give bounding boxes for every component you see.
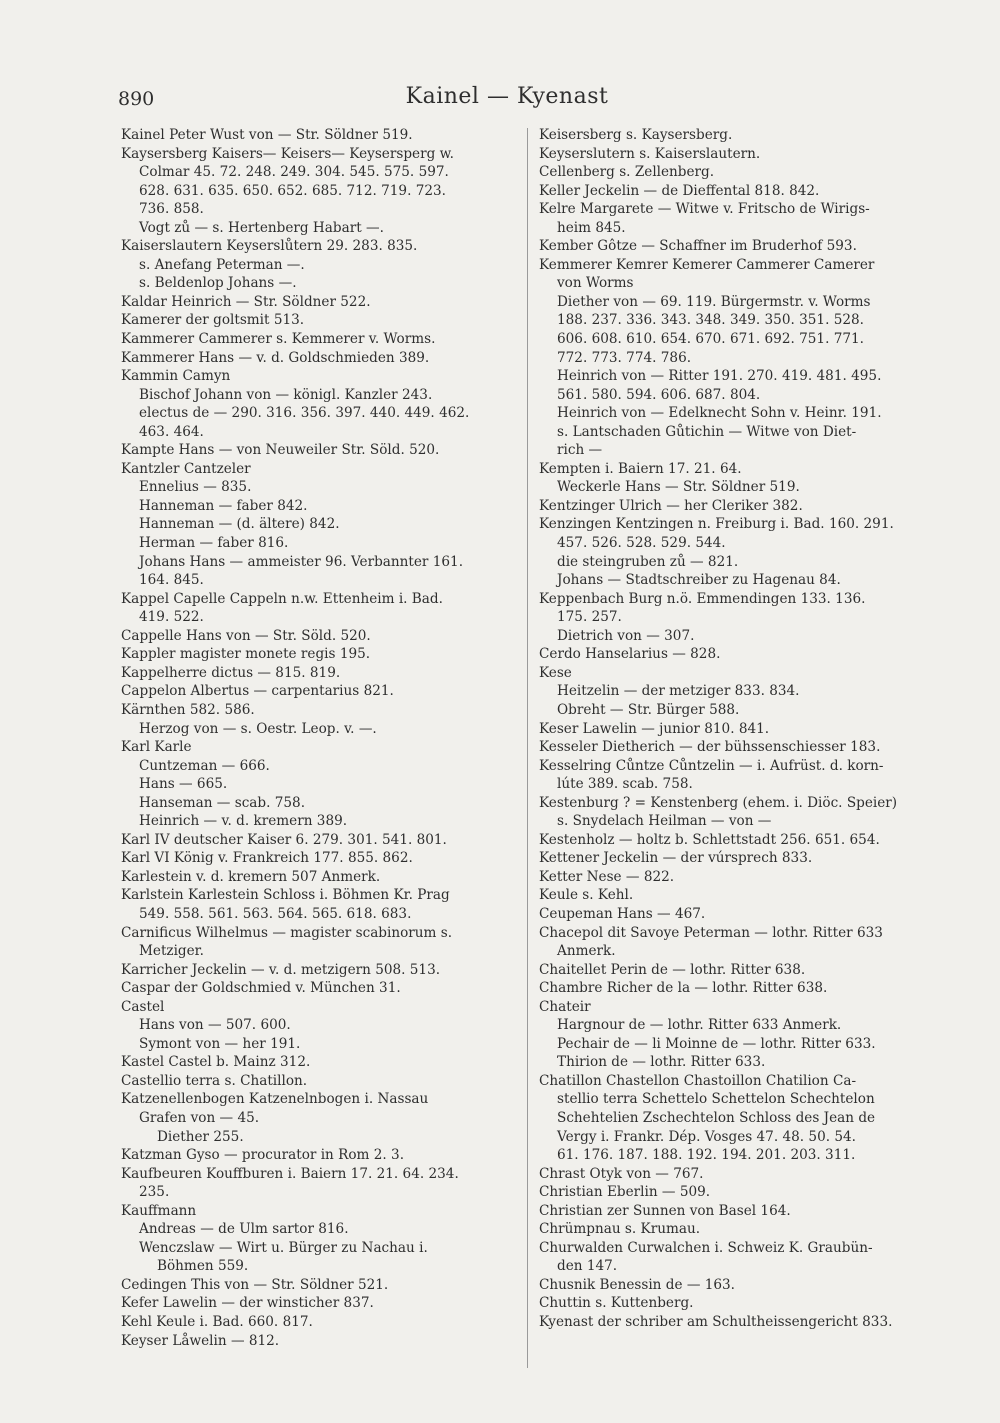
index-entry-line: Pechair de — li Moinne de — lothr. Ritter 633. bbox=[557, 1035, 876, 1052]
index-entry-line: rich — bbox=[557, 442, 603, 459]
index-entry-line: s. Anefang Peterman —. bbox=[139, 256, 305, 273]
index-entry-line: Castellio terra s. Chatillon. bbox=[121, 1072, 308, 1089]
column-divider bbox=[527, 128, 528, 1368]
index-entry-line: den 147. bbox=[557, 1258, 618, 1275]
right-column bbox=[539, 126, 931, 1332]
index-entry-line: Schehtelien Zschechtelon Schloss des Jean de bbox=[557, 1109, 876, 1126]
index-entry-line: Heitzelin — der metziger 833. 834. bbox=[557, 683, 800, 700]
index-entry-line: Kammerer Cammerer s. Kemmerer v. Worms. bbox=[121, 331, 436, 348]
index-entry-line: Kelre Margarete — Witwe v. Fritscho de Wirigs- bbox=[539, 201, 870, 218]
index-entry-line: Kantzler Cantzeler bbox=[121, 460, 251, 477]
index-entry-line: Hans von — 507. 600. bbox=[139, 1017, 291, 1034]
index-entry-line: Chusnik Benessin de — 163. bbox=[539, 1276, 736, 1293]
index-entry-line: Kefer Lawelin — der winsticher 837. bbox=[121, 1295, 374, 1312]
index-entry-line: Ketter Nese — 822. bbox=[539, 868, 675, 885]
index-entry-line: Kesselring Cůntze Cůntzelin — i. Aufrüst. d. korn- bbox=[539, 757, 884, 774]
index-entry-line: 164. 845. bbox=[139, 572, 204, 589]
index-entry-line: Katzenellenbogen Katzenelnbogen i. Nassau bbox=[121, 1091, 429, 1108]
index-entry-line: 235. bbox=[139, 1184, 170, 1201]
index-entry-line: Johans Hans — ammeister 96. Verbannter 161. bbox=[139, 553, 464, 570]
index-entry-line: Kampte Hans — von Neuweiler Str. Söld. 520. bbox=[121, 442, 440, 459]
index-entry-line: Vogt zů — s. Hertenberg Habart —. bbox=[139, 219, 384, 236]
index-entry-line: Kyenast der schriber am Schultheissengericht 833. bbox=[539, 1314, 893, 1330]
index-entry-line: Kestenburg ? = Kenstenberg (ehem. i. Diöc. Speier) bbox=[539, 794, 898, 811]
index-entry-line: Cappelle Hans von — Str. Söld. 520. bbox=[121, 627, 371, 644]
index-entry-line: Johans — Stadtschreiber zu Hagenau 84. bbox=[557, 572, 841, 589]
index-entry-line: Dietrich von — 307. bbox=[557, 627, 695, 644]
index-entry-line: Heinrich — v. d. kremern 389. bbox=[139, 813, 348, 830]
index-entry-line: Kappelherre dictus — 815. 819. bbox=[121, 664, 341, 681]
index-entry-line: Herzog von — s. Oestr. Leop. v. —. bbox=[139, 720, 377, 737]
page-number: 890 bbox=[118, 88, 155, 110]
index-entry-line: Colmar 45. 72. 248. 249. 304. 545. 575. 597. bbox=[139, 164, 449, 181]
index-entry-line: Symont von — her 191. bbox=[139, 1035, 301, 1052]
index-entry-line: Kaysersberg Kaisers— Keisers— Keysersperg w. bbox=[121, 145, 454, 162]
index-entry-line: 606. 608. 610. 654. 670. 671. 692. 751. 771. bbox=[557, 331, 864, 348]
index-entry-line: Chambre Richer de la — lothr. Ritter 638. bbox=[539, 980, 828, 997]
left-column bbox=[121, 126, 523, 1350]
index-entry-line: Hanseman — scab. 758. bbox=[139, 794, 306, 811]
index-entry-line: Karlestein v. d. kremern 507 Anmerk. bbox=[121, 868, 381, 885]
index-entry-line: Wenczslaw — Wirt u. Bürger zu Nachau i. bbox=[139, 1239, 428, 1256]
index-entry-line: Castel bbox=[121, 998, 165, 1015]
index-entry-line: Churwalden Curwalchen i. Schweiz K. Graubün- bbox=[539, 1239, 873, 1256]
index-entry-line: die steingruben zů — 821. bbox=[557, 553, 739, 570]
index-entry-line: Kaufbeuren Kouffburen i. Baiern 17. 21. 64. 234. bbox=[121, 1165, 459, 1182]
index-entry-line: Keyserslutern s. Kaiserslautern. bbox=[539, 145, 761, 162]
index-entry-line: 175. 257. bbox=[557, 609, 622, 626]
index-entry-line: Cerdo Hanselarius — 828. bbox=[539, 646, 721, 663]
index-entry-line: Kempten i. Baiern 17. 21. 64. bbox=[539, 460, 742, 477]
index-entry-line: Caspar der Goldschmied v. München 31. bbox=[121, 980, 401, 997]
index-entry-line: Kember Gôtze — Schaffner im Bruderhof 593. bbox=[539, 238, 857, 255]
index-entry-line: Chaitellet Perin de — lothr. Ritter 638. bbox=[539, 961, 806, 978]
index-entry-line: 457. 526. 528. 529. 544. bbox=[557, 535, 726, 552]
index-entry-line: Kainel Peter Wust von — Str. Söldner 519. bbox=[121, 127, 413, 143]
index-entry-line: Kettener Jeckelin — der vúrsprech 833. bbox=[539, 850, 813, 867]
index-entry-line: 419. 522. bbox=[139, 609, 204, 626]
index-entry-line: Kentzinger Ulrich — her Cleriker 382. bbox=[539, 497, 803, 514]
index-entry-line: Kastel Castel b. Mainz 312. bbox=[121, 1054, 311, 1071]
index-entry-line: Vergy i. Frankr. Dép. Vosges 47. 48. 50. 54. bbox=[557, 1128, 856, 1145]
index-entry-line: Christian Eberlin — 509. bbox=[539, 1184, 711, 1201]
index-entry-line: 561. 580. 594. 606. 687. 804. bbox=[557, 386, 761, 403]
index-entry-line: Kärnthen 582. 586. bbox=[121, 701, 255, 718]
index-entry-line: 463. 464. bbox=[139, 423, 204, 440]
running-header bbox=[118, 84, 896, 116]
index-entry-line: Kammin Camyn bbox=[121, 368, 231, 385]
index-entry-line: Kaiserslautern Keyserslůtern 29. 283. 835. bbox=[121, 238, 418, 255]
index-entry-line: Karl Karle bbox=[121, 739, 192, 756]
index-entry-line: Diether von — 69. 119. Bürgermstr. v. Worms bbox=[557, 293, 871, 310]
index-entry-line: Weckerle Hans — Str. Söldner 519. bbox=[557, 479, 800, 496]
index-entry-line: Christian zer Sunnen von Basel 164. bbox=[539, 1202, 791, 1219]
index-entry-line: Karl VI König v. Frankreich 177. 855. 862. bbox=[121, 850, 413, 867]
index-entry-line: Hans — 665. bbox=[139, 776, 228, 793]
index-entry-line: Kammerer Hans — v. d. Goldschmieden 389. bbox=[121, 349, 430, 366]
index-entry-line: Kamerer der goltsmit 513. bbox=[121, 312, 305, 329]
index-entry-line: Chateir bbox=[539, 998, 591, 1015]
index-entry-line: Anmerk. bbox=[557, 943, 616, 960]
index-entry-line: Cappelon Albertus — carpentarius 821. bbox=[121, 683, 394, 700]
index-entry-line: 736. 858. bbox=[139, 201, 204, 218]
index-entry-line: Chrast Otyk von — 767. bbox=[539, 1165, 704, 1182]
index-entry-line: Keller Jeckelin — de Dieffental 818. 842. bbox=[539, 182, 820, 199]
index-entry-line: Böhmen 559. bbox=[157, 1258, 249, 1275]
index-entry-line: Kesseler Dietherich — der bühssenschiesser 183. bbox=[539, 739, 881, 756]
index-entry-line: stellio terra Schettelo Schettelon Schechtelon bbox=[557, 1091, 875, 1108]
index-entry-line: s. Beldenlop Johans —. bbox=[139, 275, 297, 292]
index-entry-line: Diether 255. bbox=[157, 1128, 244, 1145]
index-entry-line: s. Lantschaden Gůtichin — Witwe von Diet- bbox=[557, 423, 857, 440]
index-entry-line: Grafen von — 45. bbox=[139, 1109, 260, 1126]
index-entry-line: Cellenberg s. Zellenberg. bbox=[539, 164, 715, 181]
index-entry-line: Kappler magister monete regis 195. bbox=[121, 646, 371, 663]
index-entry-line: Keisersberg s. Kaysersberg. bbox=[539, 127, 733, 143]
index-entry-line: Thirion de — lothr. Ritter 633. bbox=[557, 1054, 766, 1071]
index-entry-line: Chrümpnau s. Krumau. bbox=[539, 1221, 701, 1238]
index-entry-line: Keule s. Kehl. bbox=[539, 887, 634, 904]
index-entry-line: Chuttin s. Kuttenberg. bbox=[539, 1295, 694, 1312]
page-title: Kainel — Kyenast bbox=[405, 84, 609, 109]
index-entry-line: Andreas — de Ulm sartor 816. bbox=[139, 1221, 349, 1238]
index-entry-line: Kenzingen Kentzingen n. Freiburg i. Bad. 160. 291. bbox=[539, 516, 894, 533]
index-entry-line: Kappel Capelle Cappeln n.w. Ettenheim i. Bad. bbox=[121, 590, 443, 607]
index-entry-line: Heinrich von — Edelknecht Sohn v. Heinr. 191. bbox=[557, 405, 882, 422]
index-entry-line: Chacepol dit Savoye Peterman — lothr. Ritter 633 bbox=[539, 924, 883, 941]
index-entry-line: Karl IV deutscher Kaiser 6. 279. 301. 541. 801. bbox=[121, 831, 447, 848]
index-entry-line: Kaldar Heinrich — Str. Söldner 522. bbox=[121, 293, 371, 310]
index-entry-line: Ennelius — 835. bbox=[139, 479, 252, 496]
index-entry-line: Heinrich von — Ritter 191. 270. 419. 481. 495. bbox=[557, 368, 882, 385]
index-entry-line: Kestenholz — holtz b. Schlettstadt 256. 651. 654. bbox=[539, 831, 880, 848]
index-entry-line: s. Snydelach Heilman — von — bbox=[557, 813, 772, 830]
index-entry-line: Keyser Låwelin — 812. bbox=[121, 1332, 280, 1349]
index-entry-line: Kauffmann bbox=[121, 1202, 197, 1219]
index-entry-line: Karlstein Karlestein Schloss i. Böhmen Kr. Prag bbox=[121, 887, 450, 904]
index-entry-line: 61. 176. 187. 188. 192. 194. 201. 203. 311. bbox=[557, 1147, 856, 1164]
index-entry-line: Karricher Jeckelin — v. d. metzigern 508. 513. bbox=[121, 961, 441, 978]
index-entry-line: 549. 558. 561. 563. 564. 565. 618. 683. bbox=[139, 905, 412, 922]
index-entry-line: Cuntzeman — 666. bbox=[139, 757, 270, 774]
index-entry-line: Obreht — Str. Bürger 588. bbox=[557, 701, 740, 718]
index-entry-line: Hanneman — (d. ältere) 842. bbox=[139, 516, 340, 533]
index-entry-line: Keppenbach Burg n.ö. Emmendingen 133. 136. bbox=[539, 590, 866, 607]
index-entry-line: lúte 389. scab. 758. bbox=[557, 776, 693, 793]
index-entry-line: 628. 631. 635. 650. 652. 685. 712. 719. 723. bbox=[139, 182, 446, 199]
index-entry-line: Chatillon Chastellon Chastoillon Chatilion Ca- bbox=[539, 1072, 857, 1089]
index-entry-line: Ceupeman Hans — 467. bbox=[539, 905, 706, 922]
index-entry-line: Kese bbox=[539, 664, 572, 681]
index-entry-line: Hargnour de — lothr. Ritter 633 Anmerk. bbox=[557, 1017, 842, 1034]
index-entry-line: Kehl Keule i. Bad. 660. 817. bbox=[121, 1314, 313, 1330]
index-entry-line: Katzman Gyso — procurator in Rom 2. 3. bbox=[121, 1147, 405, 1164]
index-entry-line: Metziger. bbox=[139, 943, 205, 960]
index-entry-line: Cedingen This von — Str. Söldner 521. bbox=[121, 1276, 389, 1293]
index-entry-line: Carnificus Wilhelmus — magister scabinorum s. bbox=[121, 924, 453, 941]
index-entry-line: 772. 773. 774. 786. bbox=[557, 349, 692, 366]
index-entry-line: electus de — 290. 316. 356. 397. 440. 449. 462. bbox=[139, 405, 470, 422]
index-entry-line: von Worms bbox=[557, 275, 634, 292]
index-entry-line: 188. 237. 336. 343. 348. 349. 350. 351. 528. bbox=[557, 312, 864, 329]
index-entry-line: Herman — faber 816. bbox=[139, 535, 289, 552]
index-entry-line: heim 845. bbox=[557, 219, 626, 236]
index-entry-line: Keser Lawelin — junior 810. 841. bbox=[539, 720, 770, 737]
index-entry-line: Kemmerer Kemrer Kemerer Cammerer Camerer bbox=[539, 256, 875, 273]
index-entry-line: Hanneman — faber 842. bbox=[139, 497, 308, 514]
index-entry-line: Bischof Johann von — königl. Kanzler 243. bbox=[139, 386, 433, 403]
